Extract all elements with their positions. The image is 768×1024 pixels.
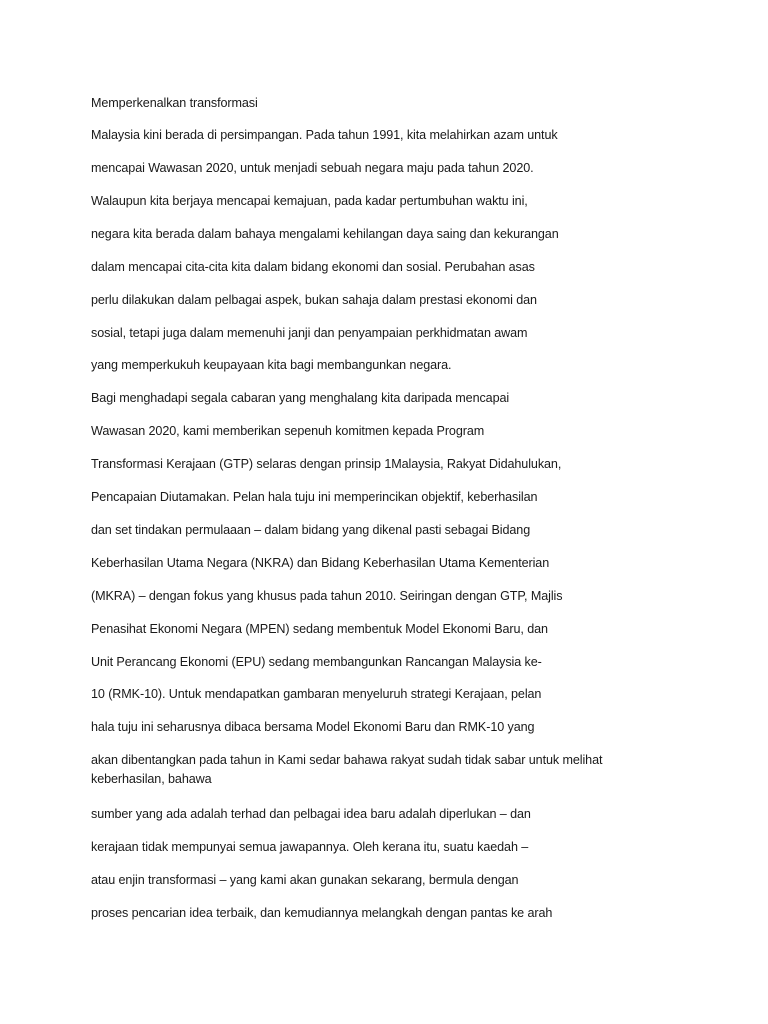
text-line: hala tuju ini seharusnya dibaca bersama Model Ekonomi Baru dan RMK-10 yang <box>91 720 535 734</box>
text-line: Malaysia kini berada di persimpangan. Pada tahun 1991, kita melahirkan azam untuk <box>91 128 558 142</box>
text-line: Keberhasilan Utama Negara (NKRA) dan Bidang Keberhasilan Utama Kementerian <box>91 556 550 570</box>
text-line: Transformasi Kerajaan (GTP) selaras dengan prinsip 1Malaysia, Rakyat Didahulukan, <box>91 457 562 471</box>
text-line: Unit Perancang Ekonomi (EPU) sedang membangunkan Rancangan Malaysia ke- <box>91 655 542 669</box>
text-line: 10 (RMK-10). Untuk mendapatkan gambaran menyeluruh strategi Kerajaan, pelan <box>91 687 542 701</box>
text-line: sumber yang ada adalah terhad dan pelbagai idea baru adalah diperlukan – dan <box>91 807 531 821</box>
text-line: mencapai Wawasan 2020, untuk menjadi sebuah negara maju pada tahun 2020. <box>91 161 534 175</box>
text-line: Wawasan 2020, kami memberikan sepenuh komitmen kepada Program <box>91 424 485 438</box>
text-line: sosial, tetapi juga dalam memenuhi janji dan penyampaian perkhidmatan awam <box>91 326 528 340</box>
text-line-wrapped: akan dibentangkan pada tahun in Kami sedar bahawa rakyat sudah tidak sabar untuk melihat keberhasilan, bahawa <box>91 753 603 786</box>
text-line: negara kita berada dalam bahaya mengalami kehilangan daya saing dan kekurangan <box>91 227 559 241</box>
text-line: Pencapaian Diutamakan. Pelan hala tuju ini memperincikan objektif, keberhasilan <box>91 490 538 504</box>
text-line: Walaupun kita berjaya mencapai kemajuan, pada kadar pertumbuhan waktu ini, <box>91 194 528 208</box>
text-line: proses pencarian idea terbaik, dan kemudiannya melangkah dengan pantas ke arah <box>91 906 553 920</box>
text-line: kerajaan tidak mempunyai semua jawapannya. Oleh kerana itu, suatu kaedah – <box>91 840 529 854</box>
text-line: Bagi menghadapi segala cabaran yang menghalang kita daripada mencapai <box>91 391 510 405</box>
document-title: Memperkenalkan transformasi <box>91 96 258 110</box>
text-line: perlu dilakukan dalam pelbagai aspek, bukan sahaja dalam prestasi ekonomi dan <box>91 293 537 307</box>
text-line: Penasihat Ekonomi Negara (MPEN) sedang membentuk Model Ekonomi Baru, dan <box>91 622 548 636</box>
text-line: dalam mencapai cita-cita kita dalam bidang ekonomi dan sosial. Perubahan asas <box>91 260 535 274</box>
text-line: atau enjin transformasi – yang kami akan gunakan sekarang, bermula dengan <box>91 873 519 887</box>
text-line: yang memperkukuh keupayaan kita bagi membangunkan negara. <box>91 358 452 372</box>
text-line: (MKRA) – dengan fokus yang khusus pada tahun 2010. Seiringan dengan GTP, Majlis <box>91 589 563 603</box>
text-line: dan set tindakan permulaaan – dalam bidang yang dikenal pasti sebagai Bidang <box>91 523 531 537</box>
